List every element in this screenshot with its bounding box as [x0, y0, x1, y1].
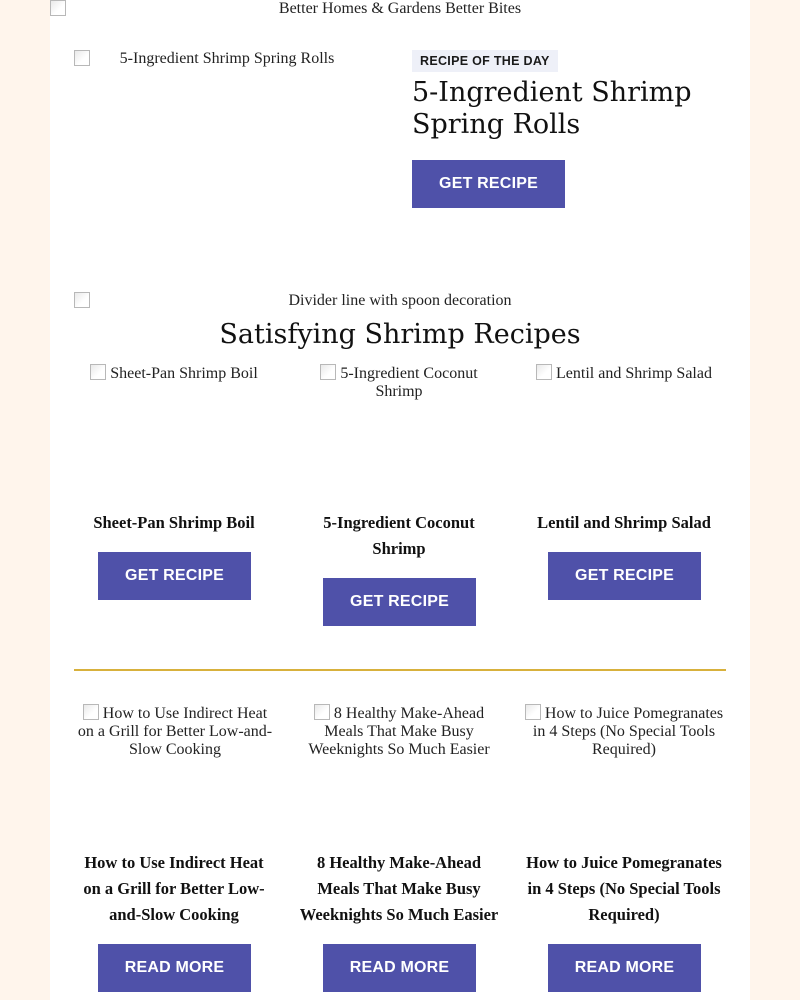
broken-image-icon — [320, 364, 336, 380]
recipe-card-title[interactable]: 5-Ingredient Coconut Shrimp — [323, 513, 475, 558]
article-image-alt: How to Juice Pomegranates in 4 Steps (No Special Tools Required) — [532, 705, 724, 758]
recipe-image-alt: 5-Ingredient Coconut Shrimp — [340, 365, 478, 400]
article-read-more-button[interactable]: READ MORE — [548, 944, 701, 992]
feature-title[interactable]: 5-Ingredient Shrimp Spring Rolls — [412, 77, 692, 140]
broken-image-icon — [74, 292, 90, 308]
recipe-card-image[interactable] — [524, 364, 724, 383]
recipe-get-recipe-button[interactable]: GET RECIPE — [98, 552, 251, 600]
divider-image-alt: Divider line with spoon decoration — [288, 292, 512, 309]
broken-image-icon — [90, 364, 106, 380]
feature-image[interactable] — [74, 50, 380, 68]
broken-image-icon — [83, 704, 99, 720]
recipe-card-image[interactable] — [299, 364, 499, 401]
header-logo-alt: Better Homes & Gardens Better Bites — [278, 0, 522, 17]
broken-image-icon — [536, 364, 552, 380]
article-card-image[interactable] — [299, 704, 499, 759]
broken-image-icon — [314, 704, 330, 720]
recipe-get-recipe-button[interactable]: GET RECIPE — [548, 552, 701, 600]
recipe-image-alt: Sheet-Pan Shrimp Boil — [110, 365, 258, 382]
recipe-image-alt: Lentil and Shrimp Salad — [556, 365, 712, 382]
broken-image-icon — [525, 704, 541, 720]
section-divider-rule — [74, 669, 726, 671]
feature-image-alt: 5-Ingredient Shrimp Spring Rolls — [119, 50, 335, 67]
article-card-title[interactable]: 8 Healthy Make-Ahead Meals That Make Busy Weeknights So Much Easier — [299, 853, 499, 924]
divider-image — [74, 292, 726, 310]
article-read-more-button[interactable]: READ MORE — [98, 944, 251, 992]
recipe-get-recipe-button[interactable]: GET RECIPE — [323, 578, 476, 626]
broken-image-icon — [74, 50, 90, 66]
section-title: Satisfying Shrimp Recipes — [219, 319, 581, 350]
article-card-image[interactable] — [74, 704, 276, 759]
article-image-alt: How to Use Indirect Heat on a Grill for Better Low-and-Slow Cooking — [77, 705, 273, 758]
recipe-card-image[interactable] — [74, 364, 274, 383]
article-card-image[interactable] — [524, 704, 724, 759]
recipe-of-the-day-badge: RECIPE OF THE DAY — [412, 50, 558, 72]
article-card-title[interactable]: How to Use Indirect Heat on a Grill for Better Low-and-Slow Cooking — [83, 853, 265, 924]
email-body — [50, 0, 750, 1000]
article-read-more-button[interactable]: READ MORE — [323, 944, 476, 992]
article-image-alt: 8 Healthy Make-Ahead Meals That Make Busy Weeknights So Much Easier — [308, 705, 490, 758]
feature-get-recipe-button[interactable]: GET RECIPE — [412, 160, 565, 208]
article-card-title[interactable]: How to Juice Pomegranates in 4 Steps (No Special Tools Required) — [526, 853, 722, 924]
header-logo-image[interactable] — [50, 0, 750, 18]
broken-image-icon — [50, 0, 66, 16]
recipe-card-title[interactable]: Sheet-Pan Shrimp Boil — [93, 513, 255, 532]
recipe-card-title[interactable]: Lentil and Shrimp Salad — [537, 513, 711, 532]
